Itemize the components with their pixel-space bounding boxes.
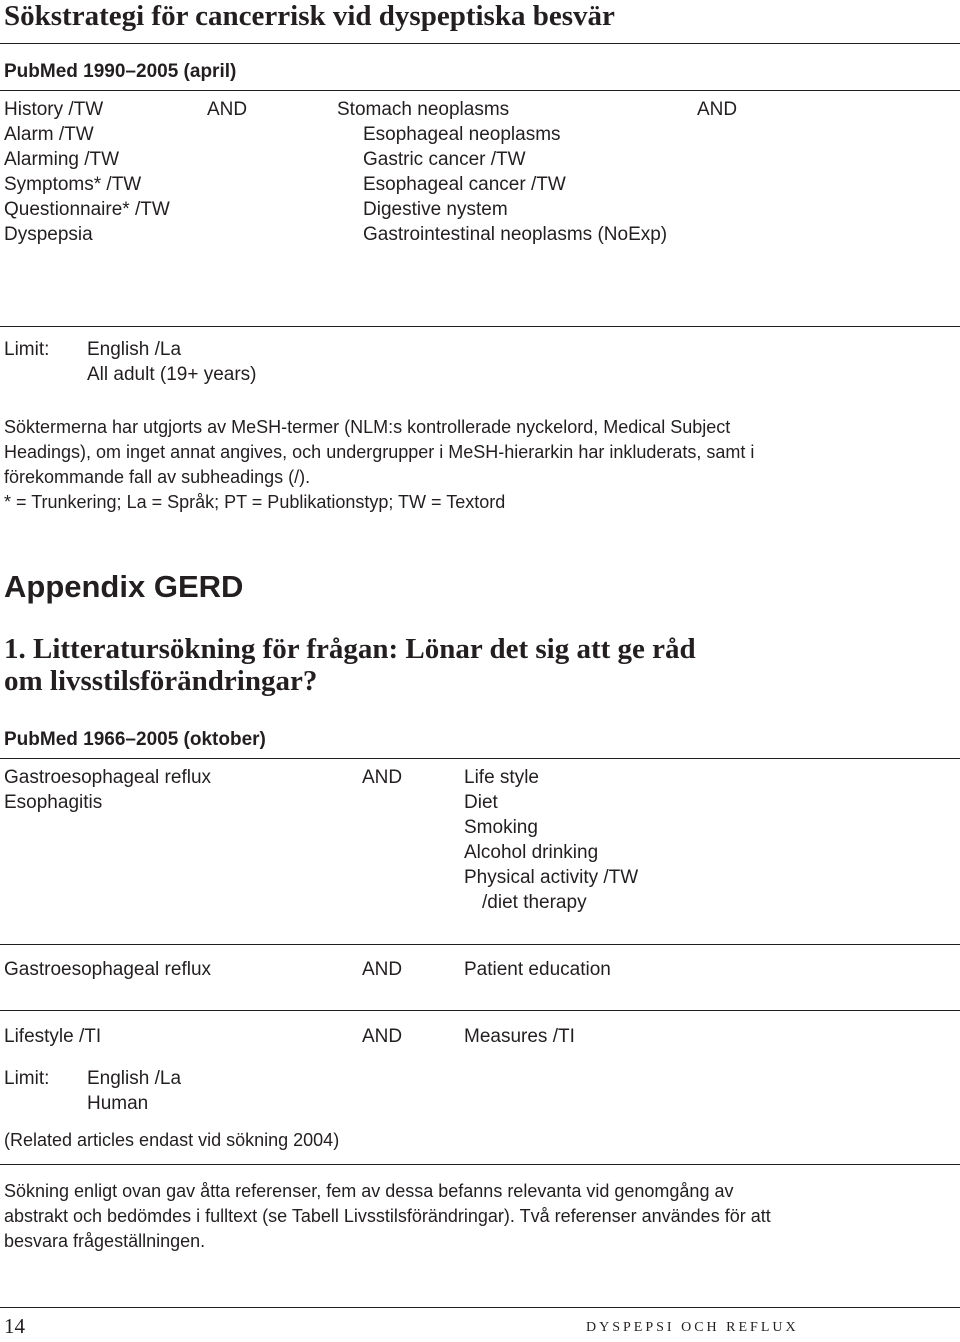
term: Diet [464, 792, 498, 813]
search1-terms-col1 [4, 97, 170, 247]
search2-block1-left [4, 765, 211, 815]
search2-database: PubMed 1966–2005 (oktober) [4, 729, 266, 750]
term: Alarming /TW [4, 149, 120, 170]
term: Esophagitis [4, 792, 103, 813]
term: Gastroesophageal reflux [4, 767, 212, 788]
term: Life style [464, 767, 539, 788]
appendix-heading: Appendix GERD [4, 569, 244, 604]
running-title: DYSPEPSI OCH REFLUX [586, 1320, 799, 1335]
operator-and: AND [697, 99, 738, 120]
subheading-term: /diet therapy [482, 892, 587, 913]
search2-block1-right [464, 765, 638, 915]
term: Digestive nystem [363, 199, 508, 220]
mesh-note: Söktermerna har utgjorts av MeSH-termer (NLM:s kontrollerade nyckelord, Medical Subject Headings), om inget annat angives, och undergrupper i MeSH-hierarkin har inkluderats, samt i förekommande fall av subheadings (/). [4, 417, 755, 487]
term: Measures /TI [464, 1026, 575, 1047]
page-number: 14 [4, 1314, 25, 1338]
divider [0, 758, 960, 759]
search1-database: PubMed 1990–2005 (april) [4, 61, 237, 82]
term: Gastrointestinal neoplasms (NoExp) [363, 224, 668, 245]
term: Physical activity /TW [464, 867, 639, 888]
limit-item: English /La [87, 339, 182, 360]
footer-divider [0, 1307, 960, 1308]
term: Patient education [464, 959, 611, 980]
limit-item: Human [87, 1093, 149, 1114]
term: Alcohol drinking [464, 842, 599, 863]
divider [0, 43, 960, 44]
term: Esophageal neoplasms [363, 124, 561, 145]
divider [0, 326, 960, 327]
term: Alarm /TW [4, 124, 94, 145]
divider [0, 944, 960, 945]
divider [0, 1164, 960, 1165]
term: Stomach neoplasms [337, 99, 510, 120]
term: Gastric cancer /TW [363, 149, 526, 170]
limit-label: Limit: [4, 1068, 50, 1089]
operator-and: AND [207, 99, 248, 120]
related-note: (Related articles endast vid sökning 2004) [4, 1130, 340, 1150]
term: History /TW [4, 99, 104, 120]
limit-list [87, 337, 257, 387]
limit-label: Limit: [4, 339, 50, 360]
limit-item: All adult (19+ years) [87, 364, 257, 385]
operator-and: AND [362, 767, 403, 788]
result-paragraph: Sökning enligt ovan gav åtta referenser, fem av dessa befanns relevanta vid genomgång av abstrakt och bedömdes i fulltext (se Tabell Livsstilsförändringar). Två referenser användes för att besvara frågeställningen. [4, 1181, 771, 1251]
operator-and: AND [362, 1026, 403, 1047]
question-line: om livsstilsförändringar? [4, 665, 318, 697]
term: Symptoms* /TW [4, 174, 142, 195]
term: Smoking [464, 817, 538, 838]
limit-item: English /La [87, 1068, 182, 1089]
limit-list [87, 1066, 181, 1116]
term: Esophageal cancer /TW [363, 174, 566, 195]
term: Gastroesophageal reflux [4, 959, 212, 980]
term: Lifestyle /TI [4, 1026, 102, 1047]
operator-and: AND [362, 959, 403, 980]
search1-terms-col2 [363, 122, 667, 247]
question-line: 1. Litteratursökning för frågan: Lönar det sig att ge råd [4, 633, 696, 665]
divider [0, 1010, 960, 1011]
question-heading [4, 633, 696, 697]
term: Dyspepsia [4, 224, 93, 245]
abbreviation-legend: * = Trunkering; La = Språk; PT = Publikationstyp; TW = Textord [4, 492, 506, 512]
divider [0, 90, 960, 91]
term: Questionnaire* /TW [4, 199, 170, 220]
page-title: Sökstrategi för cancerrisk vid dyspeptiska besvär [4, 0, 615, 32]
